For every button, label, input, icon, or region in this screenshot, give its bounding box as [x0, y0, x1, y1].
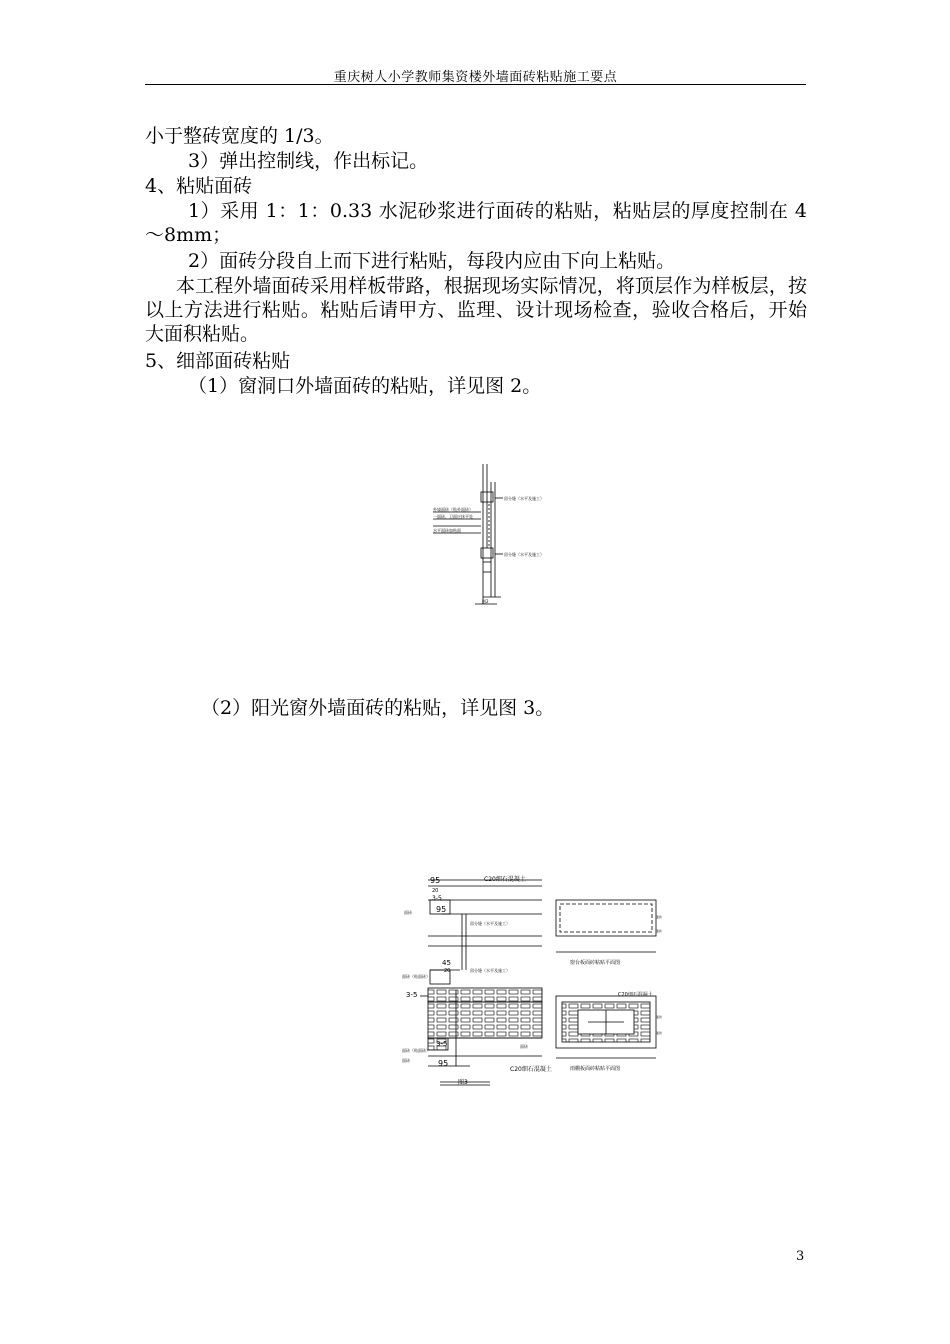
plan-2-label: 面砖: [655, 1015, 662, 1019]
figure-3-dim: 20: [432, 888, 439, 894]
text-line: 小于整砖宽度的 1/3。: [145, 125, 334, 147]
figure-2-label: 外墙面砖（贴外面砖）: [433, 507, 473, 512]
figure-3-dim: 45: [442, 959, 451, 967]
text-line: （2）阳光窗外墙面砖的粘贴，详见图 3。: [201, 697, 555, 719]
figure-2-label: 水平面砖加贴面: [433, 528, 461, 533]
plan-1-label: 面砖: [655, 929, 662, 933]
figure-3-dim: 3-5: [406, 991, 418, 999]
figure-3-label: 面砖: [402, 1058, 410, 1063]
figure-3-label: 留分缝（水平及施工）: [470, 968, 510, 973]
figure-2-label: 一面砖，卫面应抹平处: [433, 514, 473, 519]
figure-3-dim: 3-5: [432, 895, 442, 902]
text-paragraph: 1）采用 1：1：0.33 水泥砂浆进行面砖的粘贴，粘贴层的厚度控制在 4～8mm；: [145, 200, 807, 246]
figure-3-label: 面砖（贴面砖）: [402, 1048, 430, 1053]
page-number: 3: [796, 1249, 805, 1264]
plan-1-title: 窗台板面砖粘贴平面图: [570, 960, 621, 966]
plan-2-concrete-label: C20细石混凝土: [618, 992, 653, 998]
figure-3-drawing: [400, 870, 662, 1102]
figure-2-caption: 图2: [482, 599, 489, 604]
figure-3-dim: 20: [444, 968, 451, 974]
figure-3-dim: 95: [438, 1059, 449, 1068]
figure-3-caption: 图3: [458, 1079, 468, 1086]
figure-3-label: C20细石混凝土: [510, 1066, 552, 1073]
figure-2-drawing: [425, 462, 545, 612]
text-line: 3）弹出控制线，作出标记。: [188, 150, 429, 172]
text-paragraph: 本工程外墙面砖采用样板带路，根据现场实际情况，将顶层作为样板层，按以上方法进行粘贴。粘贴后请甲方、监理、设计现场检查，验收合格后，开始大面积粘贴。: [145, 275, 807, 345]
figure-3-label: C20细石混凝土: [484, 876, 526, 883]
figure-3-dim: 95: [436, 905, 447, 914]
figure-2-label: 留分缝（水平及施工）: [504, 552, 544, 557]
plan-1-label: 面砖: [655, 915, 662, 919]
plan-2-title: 雨棚板面砖粘贴平面图: [570, 1066, 621, 1072]
header-rule: [145, 84, 806, 85]
section-heading: 4、粘贴面砖: [145, 175, 253, 197]
figure-2-label: 留分缝（水平及施工）: [504, 496, 544, 501]
figure-3-label: 面砖: [404, 910, 412, 915]
text-line: 2）面砖分段自上而下进行粘贴，每段内应由下向上粘贴。: [188, 250, 676, 272]
figure-3-label: 面砖: [520, 1044, 528, 1049]
figure-3-dim: 95: [430, 876, 441, 885]
section-heading: 5、细部面砖粘贴: [145, 350, 291, 372]
figure-3-dim: 3-5: [436, 1040, 448, 1048]
figure-3-label: 面砖（贴面砖）: [402, 974, 430, 979]
text-line: （1）窗洞口外墙面砖的粘贴，详见图 2。: [188, 375, 542, 397]
plan-2-label: 面砖: [655, 1031, 662, 1035]
figure-3-label: 留分缝（水平及施工）: [470, 921, 510, 926]
page-header: 重庆树人小学教师集资楼外墙面砖粘贴施工要点: [333, 70, 618, 85]
